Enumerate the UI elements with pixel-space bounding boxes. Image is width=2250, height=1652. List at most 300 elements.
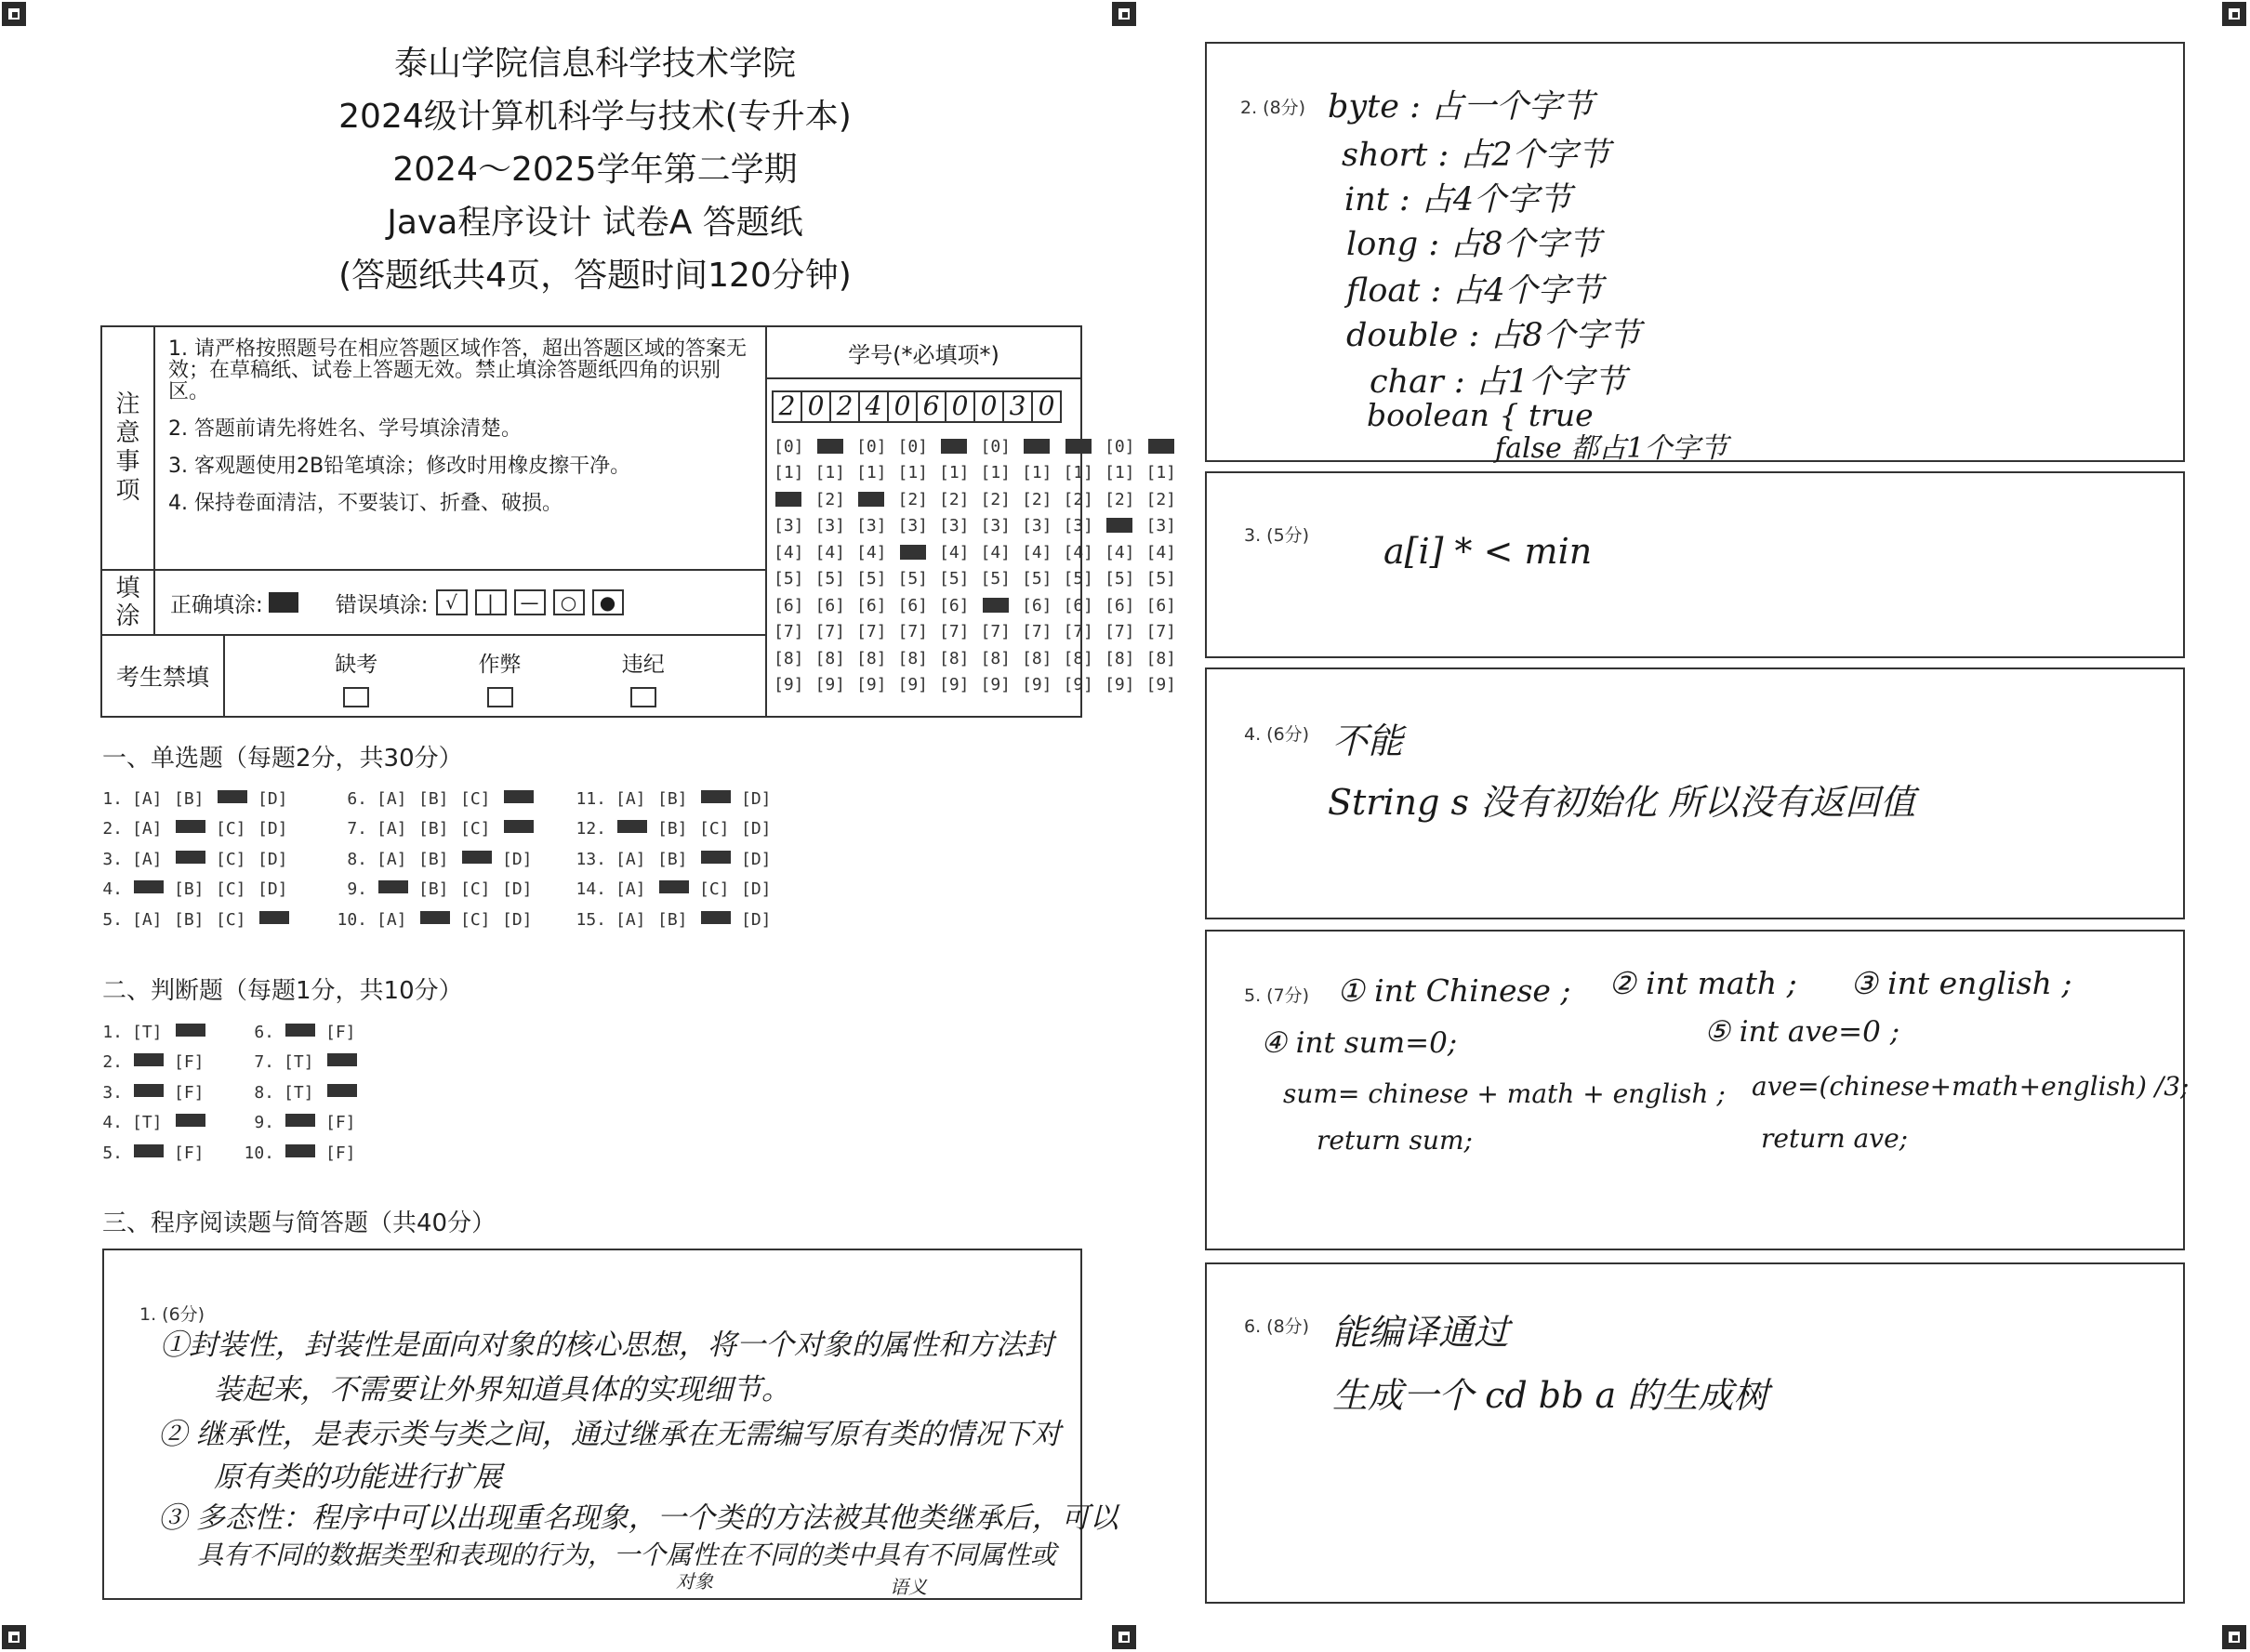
answer-bubble[interactable] — [657, 879, 699, 899]
answer-bubble[interactable] — [325, 1083, 367, 1103]
answer-bubble[interactable]: [A] — [615, 788, 646, 809]
answer-bubble[interactable]: [D] — [741, 819, 772, 839]
answer-bubble[interactable] — [284, 1143, 325, 1163]
answer-bubble[interactable]: [A] — [377, 819, 407, 839]
exam-staff-row — [225, 636, 767, 716]
absent-item — [335, 647, 377, 716]
student-id-bubble[interactable]: [8] — [774, 648, 804, 668]
student-id-bubble[interactable]: [5] — [814, 569, 846, 589]
student-id-digit-box[interactable]: 0 — [1031, 390, 1062, 423]
question-number: 6. — [347, 788, 367, 809]
student-id-bubble[interactable]: [8] — [856, 648, 887, 668]
student-id-bubble[interactable]: [2] — [980, 489, 1012, 509]
answer-bubble[interactable]: [C] — [216, 879, 246, 900]
question-number: 5. — [102, 909, 123, 930]
student-id-bubble[interactable]: [4] — [939, 542, 970, 562]
student-id-bubble[interactable] — [939, 437, 981, 456]
answer-bubble[interactable] — [284, 1023, 325, 1042]
student-id-bubble[interactable]: [4] — [1105, 542, 1135, 562]
answer-bubble[interactable] — [615, 819, 657, 839]
absent-checkbox[interactable] — [343, 687, 369, 707]
answer-bubble[interactable] — [174, 819, 216, 839]
question-number: 10. — [337, 909, 367, 930]
wrong-fill-bar: | — [475, 589, 507, 615]
registration-mark-bottom-right — [2222, 1625, 2246, 1649]
student-id-bubble[interactable] — [774, 490, 815, 509]
answer-bubble[interactable]: [B] — [174, 879, 205, 900]
student-id-bubble[interactable] — [981, 596, 1023, 615]
student-id-digit-box[interactable]: 6 — [916, 390, 946, 423]
student-id-bubble[interactable]: [5] — [980, 569, 1012, 589]
question-number: 2. — [102, 1052, 123, 1073]
question-number: 13. — [576, 849, 606, 869]
student-id-bubble[interactable] — [1146, 437, 1188, 456]
answer-bubble[interactable]: [C] — [216, 819, 246, 839]
question-number: 3. — [102, 1082, 123, 1103]
student-id-bubble[interactable]: [9] — [1063, 675, 1094, 695]
student-id-digit-box[interactable]: 0 — [973, 390, 1004, 423]
cheating-checkbox[interactable] — [487, 687, 513, 707]
answer-bubble[interactable] — [377, 879, 418, 899]
student-id-bubble[interactable]: [2] — [1063, 489, 1094, 509]
answer-bubble[interactable]: [C] — [699, 879, 730, 900]
student-id-bubble[interactable]: [8] — [1022, 648, 1052, 668]
student-id-bubble[interactable]: [0] — [980, 436, 1012, 456]
student-id-bubble[interactable]: [6] — [1063, 595, 1094, 615]
answer-bubble[interactable]: [F] — [325, 1113, 356, 1133]
answer-bubble[interactable] — [174, 1023, 216, 1042]
answer-box-q4[interactable] — [1205, 667, 2185, 919]
question-row — [330, 844, 544, 875]
student-id-bubble[interactable]: [9] — [814, 675, 846, 695]
note-item: 3. 客观题使用2B铅笔填涂；修改时用橡皮擦干净。 — [168, 455, 631, 478]
answer-bubble[interactable]: [B] — [657, 788, 688, 809]
cheating-label: 作弊 — [478, 653, 522, 677]
student-id-bubble[interactable]: [0] — [856, 436, 887, 456]
student-id-bubble[interactable]: [3] — [1022, 516, 1052, 536]
student-id-bubble[interactable]: [8] — [897, 648, 929, 668]
student-id-bubble[interactable]: [6] — [856, 595, 887, 615]
answer-bubble[interactable]: [D] — [741, 849, 772, 869]
student-id-bubble[interactable]: [4] — [856, 542, 887, 562]
answer-bubble[interactable]: [F] — [174, 1052, 205, 1073]
q3-label: 3. (5分) — [1244, 525, 1310, 546]
answer-bubble[interactable] — [132, 879, 174, 899]
answer-bubble[interactable]: [C] — [460, 909, 491, 930]
question-row — [86, 1108, 216, 1139]
note-item: 4. 保持卷面清洁，不要装订、折叠、破损。 — [168, 492, 562, 515]
student-id-bubble[interactable]: [9] — [980, 675, 1012, 695]
answer-bubble[interactable]: [A] — [615, 879, 646, 900]
answer-bubble[interactable] — [258, 910, 299, 930]
answer-bubble[interactable]: [D] — [258, 879, 288, 900]
student-id-bubble[interactable]: [9] — [1022, 675, 1052, 695]
notes-label-char: 注 — [115, 390, 140, 418]
student-id-bubble[interactable]: [1] — [1022, 463, 1052, 483]
answer-bubble[interactable]: [D] — [741, 909, 772, 930]
question-number: 9. — [347, 879, 367, 900]
student-id-bubble[interactable]: [3] — [1063, 516, 1094, 536]
q2-line: short : 占2个字节 — [1342, 137, 1610, 174]
q5-line: return ave; — [1761, 1123, 1909, 1154]
registration-mark-top-left — [2, 2, 26, 26]
answer-box-q5[interactable] — [1205, 930, 2190, 1250]
answer-bubble[interactable]: [T] — [132, 1113, 163, 1133]
answer-bubble[interactable]: [D] — [741, 788, 772, 809]
absent-label: 缺考 — [335, 653, 378, 677]
q4-line: String s 没有初始化 所以没有返回值 — [1328, 782, 1916, 823]
student-id-bubble[interactable]: [9] — [856, 675, 887, 695]
cheating-item — [479, 647, 522, 716]
q2-line: int : 占4个字节 — [1344, 181, 1572, 218]
wrong-fill-dash: — — [514, 589, 546, 615]
wrong-fill-dot: ● — [592, 589, 624, 615]
student-id-bubble[interactable]: [6] — [1145, 595, 1177, 615]
question-number: 14. — [576, 879, 606, 900]
question-row — [86, 1048, 216, 1078]
violation-label: 违纪 — [621, 653, 665, 677]
answer-bubble[interactable]: [B] — [418, 819, 449, 839]
q2-line: char : 占1个字节 — [1370, 363, 1627, 401]
student-id-digit-box[interactable]: 2 — [829, 390, 860, 423]
answer-bubble[interactable]: [T] — [284, 1082, 314, 1103]
student-id-bubble-row — [774, 672, 1187, 699]
answer-bubble[interactable] — [699, 910, 741, 930]
student-id-bubble[interactable]: [8] — [1063, 648, 1094, 668]
answer-bubble[interactable]: [C] — [460, 788, 491, 809]
student-id-bubble[interactable]: [6] — [897, 595, 929, 615]
q2-line: false 都占1个字节 — [1495, 432, 1728, 465]
question-row — [237, 1138, 367, 1169]
violation-item — [622, 647, 665, 716]
student-id-bubble[interactable]: [3] — [939, 516, 970, 536]
student-id-bubble[interactable]: [6] — [774, 595, 804, 615]
q4-line: 不能 — [1332, 720, 1404, 761]
notes-label-char: 事 — [115, 448, 140, 476]
sheet-header — [307, 37, 883, 302]
answer-box-q6[interactable] — [1205, 1262, 2185, 1604]
answer-bubble[interactable] — [132, 1143, 174, 1163]
notes-label-char: 项 — [115, 477, 140, 505]
student-id-bubble[interactable]: [3] — [980, 516, 1012, 536]
question-number: 1. — [102, 788, 123, 809]
question-number: 9. — [254, 1113, 274, 1133]
answer-bubble[interactable]: [D] — [502, 849, 533, 869]
question-row — [237, 1017, 367, 1048]
student-id-bubble-row — [774, 645, 1187, 672]
q2-line: double : 占8个字节 — [1346, 317, 1641, 354]
q2-line: boolean { true — [1367, 397, 1594, 433]
answer-bubble[interactable]: [T] — [284, 1052, 314, 1073]
answer-bubble[interactable]: [C] — [699, 819, 730, 839]
student-id-bubble[interactable]: [9] — [1145, 675, 1177, 695]
student-id-bubble[interactable]: [2] — [1105, 489, 1135, 509]
answer-bubble[interactable]: [A] — [132, 849, 163, 869]
student-id-bubble[interactable]: [0] — [1105, 436, 1135, 456]
fill-label-char: 涂 — [115, 602, 140, 630]
student-id-bubble[interactable]: [7] — [980, 622, 1012, 642]
question-row — [86, 1138, 216, 1169]
q1-line: 装起来，不需要让外界知道具体的实现细节。 — [214, 1373, 790, 1407]
question-number: 1. — [102, 1022, 123, 1042]
answer-bubble[interactable] — [502, 789, 544, 809]
student-id-bubble[interactable]: [6] — [1105, 595, 1135, 615]
answer-bubble[interactable]: [C] — [460, 879, 491, 900]
student-id-bubble[interactable]: [4] — [1063, 542, 1094, 562]
student-id-bubble-row — [774, 539, 1187, 566]
student-id-bubble[interactable] — [898, 543, 940, 562]
note-item: 1. 请严格按照题号在相应答题区域作答，超出答题区域的答案无效；在草稿纸、试卷上答题无效。禁止填涂答题纸四角的识别区。 — [168, 337, 747, 403]
student-id-bubble[interactable]: [5] — [774, 569, 804, 589]
student-id-bubble[interactable]: [7] — [814, 622, 846, 642]
student-id-bubble[interactable]: [1] — [814, 463, 846, 483]
student-id-bubble[interactable]: [7] — [856, 622, 887, 642]
answer-bubble[interactable]: [D] — [502, 879, 533, 900]
student-id-bubble[interactable]: [9] — [1105, 675, 1135, 695]
q5-label: 5. (7分) — [1244, 985, 1310, 1006]
answer-bubble[interactable]: [B] — [418, 849, 449, 869]
student-id-bubble[interactable]: [3] — [1145, 516, 1177, 536]
student-id-bubble[interactable]: [0] — [774, 436, 804, 456]
student-id-bubble[interactable]: [1] — [1105, 463, 1135, 483]
student-id-bubble[interactable]: [7] — [774, 622, 804, 642]
answer-bubble[interactable]: [B] — [174, 909, 205, 930]
student-id-digit-box[interactable]: 0 — [887, 390, 918, 423]
question-row — [569, 875, 783, 905]
answer-bubble[interactable] — [460, 850, 502, 869]
student-id-bubble[interactable] — [1105, 516, 1146, 535]
mc-column-1 — [86, 784, 299, 935]
question-number: 8. — [347, 849, 367, 869]
answer-bubble[interactable]: [C] — [216, 849, 246, 869]
exam-title: Java程序设计 试卷A 答题纸 — [387, 204, 803, 242]
answer-bubble[interactable]: [C] — [460, 819, 491, 839]
question-number: 5. — [102, 1143, 123, 1163]
student-id-bubble[interactable]: [7] — [897, 622, 929, 642]
student-id-bubble[interactable]: [2] — [939, 489, 970, 509]
q5-line: ③ int english ; — [1850, 965, 2072, 1001]
info-box — [100, 325, 1177, 718]
student-id-bubble[interactable]: [9] — [897, 675, 929, 695]
student-id-bubble[interactable]: [8] — [1145, 648, 1177, 668]
answer-bubble[interactable] — [502, 819, 544, 839]
tf-column-2 — [237, 1017, 367, 1169]
student-id-bubble[interactable] — [1064, 437, 1105, 456]
answer-box-q1[interactable] — [102, 1249, 1118, 1600]
student-id-digit-box[interactable]: 0 — [945, 390, 975, 423]
fill-label — [102, 571, 155, 636]
student-id-digit-box[interactable]: 2 — [772, 390, 802, 423]
answer-bubble[interactable]: [B] — [657, 909, 688, 930]
student-id-bubble[interactable]: [5] — [939, 569, 970, 589]
student-id-digit-box[interactable]: 4 — [858, 390, 889, 423]
answer-bubble[interactable]: [C] — [216, 909, 246, 930]
student-id-bubble[interactable]: [4] — [1022, 542, 1052, 562]
q1-line: ③ 多态性：程序中可以出现重名现象，一个类的方法被其他类继承后，可以 — [158, 1501, 1118, 1535]
student-id-bubble[interactable]: [2] — [1145, 489, 1177, 509]
student-id-bubble[interactable]: [6] — [939, 595, 970, 615]
answer-bubble[interactable] — [132, 1083, 174, 1103]
answer-bubble[interactable]: [F] — [174, 1082, 205, 1103]
q4-label: 4. (6分) — [1244, 724, 1310, 745]
student-id-bubble[interactable]: [5] — [1105, 569, 1135, 589]
answer-bubble[interactable]: [D] — [258, 849, 288, 869]
answer-bubble[interactable]: [F] — [174, 1143, 205, 1163]
answer-bubble[interactable] — [174, 1113, 216, 1132]
question-number: 8. — [254, 1082, 274, 1103]
student-id-bubble-row — [774, 433, 1187, 460]
answer-bubble[interactable] — [699, 850, 741, 869]
registration-mark-top-center — [1112, 2, 1136, 26]
answer-bubble[interactable]: [D] — [502, 909, 533, 930]
answer-bubble[interactable]: [A] — [377, 849, 407, 869]
student-id-bubble[interactable]: [7] — [1063, 622, 1094, 642]
answer-bubble[interactable]: [B] — [657, 819, 688, 839]
q2-line: byte : 占一个字节 — [1328, 88, 1594, 126]
student-id-bubble[interactable]: [8] — [1105, 648, 1135, 668]
answer-bubble[interactable] — [699, 789, 741, 809]
answer-bubble[interactable]: [A] — [615, 909, 646, 930]
student-id-bubble[interactable]: [3] — [856, 516, 887, 536]
student-id-bubble[interactable]: [1] — [1145, 463, 1177, 483]
question-row — [86, 844, 299, 875]
q5-line: ② int math ; — [1608, 965, 1797, 1001]
q1-line: ② 继承性，是表示类与类之间，通过继承在无需编写原有类的情况下对 — [158, 1418, 1061, 1451]
correct-fill-label: 正确填涂: — [170, 592, 263, 617]
answer-bubble[interactable]: [D] — [741, 879, 772, 900]
student-id-bubble[interactable]: [3] — [814, 516, 846, 536]
q1-line: 对象 — [676, 1570, 713, 1593]
student-id-bubble[interactable]: [9] — [774, 675, 804, 695]
student-id-bubble[interactable]: [5] — [1063, 569, 1094, 589]
student-id-bubble[interactable]: [5] — [1022, 569, 1052, 589]
question-row — [569, 905, 783, 935]
question-row — [569, 784, 783, 814]
student-id-bubble[interactable]: [5] — [856, 569, 887, 589]
student-id-bubble[interactable]: [7] — [1022, 622, 1052, 642]
answer-bubble[interactable] — [216, 789, 258, 809]
student-id-digit-box[interactable]: 0 — [801, 390, 831, 423]
student-id-bubble[interactable]: [4] — [814, 542, 846, 562]
question-row — [237, 1077, 367, 1108]
question-row — [569, 844, 783, 875]
q1-line: 具有不同的数据类型和表现的行为，一个属性在不同的类中具有不同属性或 — [197, 1540, 1057, 1570]
answer-bubble[interactable] — [325, 1052, 367, 1072]
answer-bubble[interactable]: [A] — [132, 788, 163, 809]
wrong-fill-check: √ — [436, 589, 468, 615]
question-row — [86, 1077, 216, 1108]
mc-column-3 — [569, 784, 783, 935]
answer-bubble[interactable]: [A] — [132, 909, 163, 930]
student-id-bubble[interactable]: [7] — [1105, 622, 1135, 642]
answer-bubble[interactable]: [B] — [418, 879, 449, 900]
answer-bubble[interactable]: [T] — [132, 1022, 163, 1042]
answer-bubble[interactable] — [284, 1113, 325, 1132]
student-id-bubble[interactable]: [7] — [939, 622, 970, 642]
answer-bubble[interactable] — [418, 910, 460, 930]
answer-bubble[interactable]: [F] — [325, 1022, 356, 1042]
student-id-bubble[interactable]: [3] — [897, 516, 929, 536]
student-id-bubble[interactable]: [6] — [1022, 595, 1052, 615]
question-number: 4. — [102, 1113, 123, 1133]
answer-box-q2[interactable] — [1205, 42, 2185, 465]
q5-line: ave=(chinese+math+english) /3; — [1752, 1071, 2190, 1102]
registration-mark-bottom-left — [2, 1625, 26, 1649]
answer-bubble[interactable]: [D] — [258, 788, 288, 809]
note-item: 2. 答题前请先将姓名、学号填涂清楚。 — [168, 417, 522, 441]
student-id-bubble[interactable] — [815, 437, 857, 456]
student-id-bubble[interactable]: [5] — [897, 569, 929, 589]
question-number: 2. — [102, 819, 123, 839]
student-id-bubble[interactable]: [6] — [814, 595, 846, 615]
student-id-bubble[interactable]: [5] — [1145, 569, 1177, 589]
student-id-bubble[interactable] — [1022, 437, 1064, 456]
q2-line: float : 占4个字节 — [1346, 272, 1603, 310]
fill-example-row — [155, 571, 767, 636]
student-id-title: 学号(*必填项*) — [767, 327, 1080, 379]
student-id-digit-box[interactable]: 3 — [1002, 390, 1033, 423]
student-id-bubble[interactable]: [1] — [856, 463, 887, 483]
student-id-bubble[interactable]: [0] — [897, 436, 929, 456]
student-id-bubble[interactable]: [7] — [1145, 622, 1177, 642]
student-id-bubble[interactable]: [2] — [897, 489, 929, 509]
student-id-bubble[interactable]: [3] — [774, 516, 804, 536]
student-id-bubble[interactable]: [8] — [980, 648, 1012, 668]
answer-bubble[interactable]: [A] — [377, 909, 407, 930]
exam-info: (答题纸共4页，答题时间120分钟) — [338, 257, 852, 295]
student-id-bubble[interactable]: [8] — [939, 648, 970, 668]
violation-checkbox[interactable] — [630, 687, 656, 707]
student-id-bubble[interactable]: [4] — [980, 542, 1012, 562]
student-id-bubble[interactable] — [856, 490, 898, 509]
answer-bubble[interactable]: [F] — [325, 1143, 356, 1163]
student-id-bubble[interactable]: [2] — [1022, 489, 1052, 509]
student-id-bubble-row — [774, 619, 1187, 646]
answer-bubble[interactable]: [B] — [657, 849, 688, 869]
student-id-bubble[interactable]: [1] — [939, 463, 970, 483]
student-id-bubble[interactable]: [1] — [1063, 463, 1094, 483]
question-number: 4. — [102, 879, 123, 900]
wrong-fill-circle: ○ — [553, 589, 585, 615]
answer-bubble[interactable]: [A] — [377, 788, 407, 809]
student-id-bubble[interactable]: [9] — [939, 675, 970, 695]
answer-bubble[interactable]: [A] — [132, 819, 163, 839]
answer-bubble[interactable]: [A] — [615, 849, 646, 869]
answer-bubble[interactable] — [132, 1052, 174, 1072]
q5-line: return sum; — [1317, 1125, 1473, 1156]
student-id-bubble[interactable]: [8] — [814, 648, 846, 668]
student-id-bubble[interactable]: [4] — [1145, 542, 1177, 562]
exam-staff-label: 考生禁填 — [102, 636, 225, 716]
answer-bubble[interactable] — [174, 850, 216, 869]
student-id-bubble-row — [774, 460, 1187, 487]
notes-label — [102, 327, 155, 571]
question-number: 11. — [576, 788, 606, 809]
student-id-bubble[interactable]: [1] — [897, 463, 929, 483]
question-row — [86, 814, 299, 845]
student-id-bubble[interactable]: [1] — [774, 463, 804, 483]
student-id-bubble[interactable]: [1] — [980, 463, 1012, 483]
student-id-bubble[interactable]: [4] — [774, 542, 804, 562]
answer-box-q3[interactable] — [1205, 471, 2185, 658]
answer-bubble[interactable]: [D] — [258, 819, 288, 839]
question-row — [86, 784, 299, 814]
student-id-bubble[interactable]: [2] — [814, 489, 846, 509]
notes-label-char: 意 — [115, 419, 140, 447]
q5-line: sum= chinese + math + english ; — [1283, 1078, 1726, 1109]
answer-bubble[interactable]: [B] — [174, 788, 205, 809]
answer-bubble[interactable]: [B] — [418, 788, 449, 809]
